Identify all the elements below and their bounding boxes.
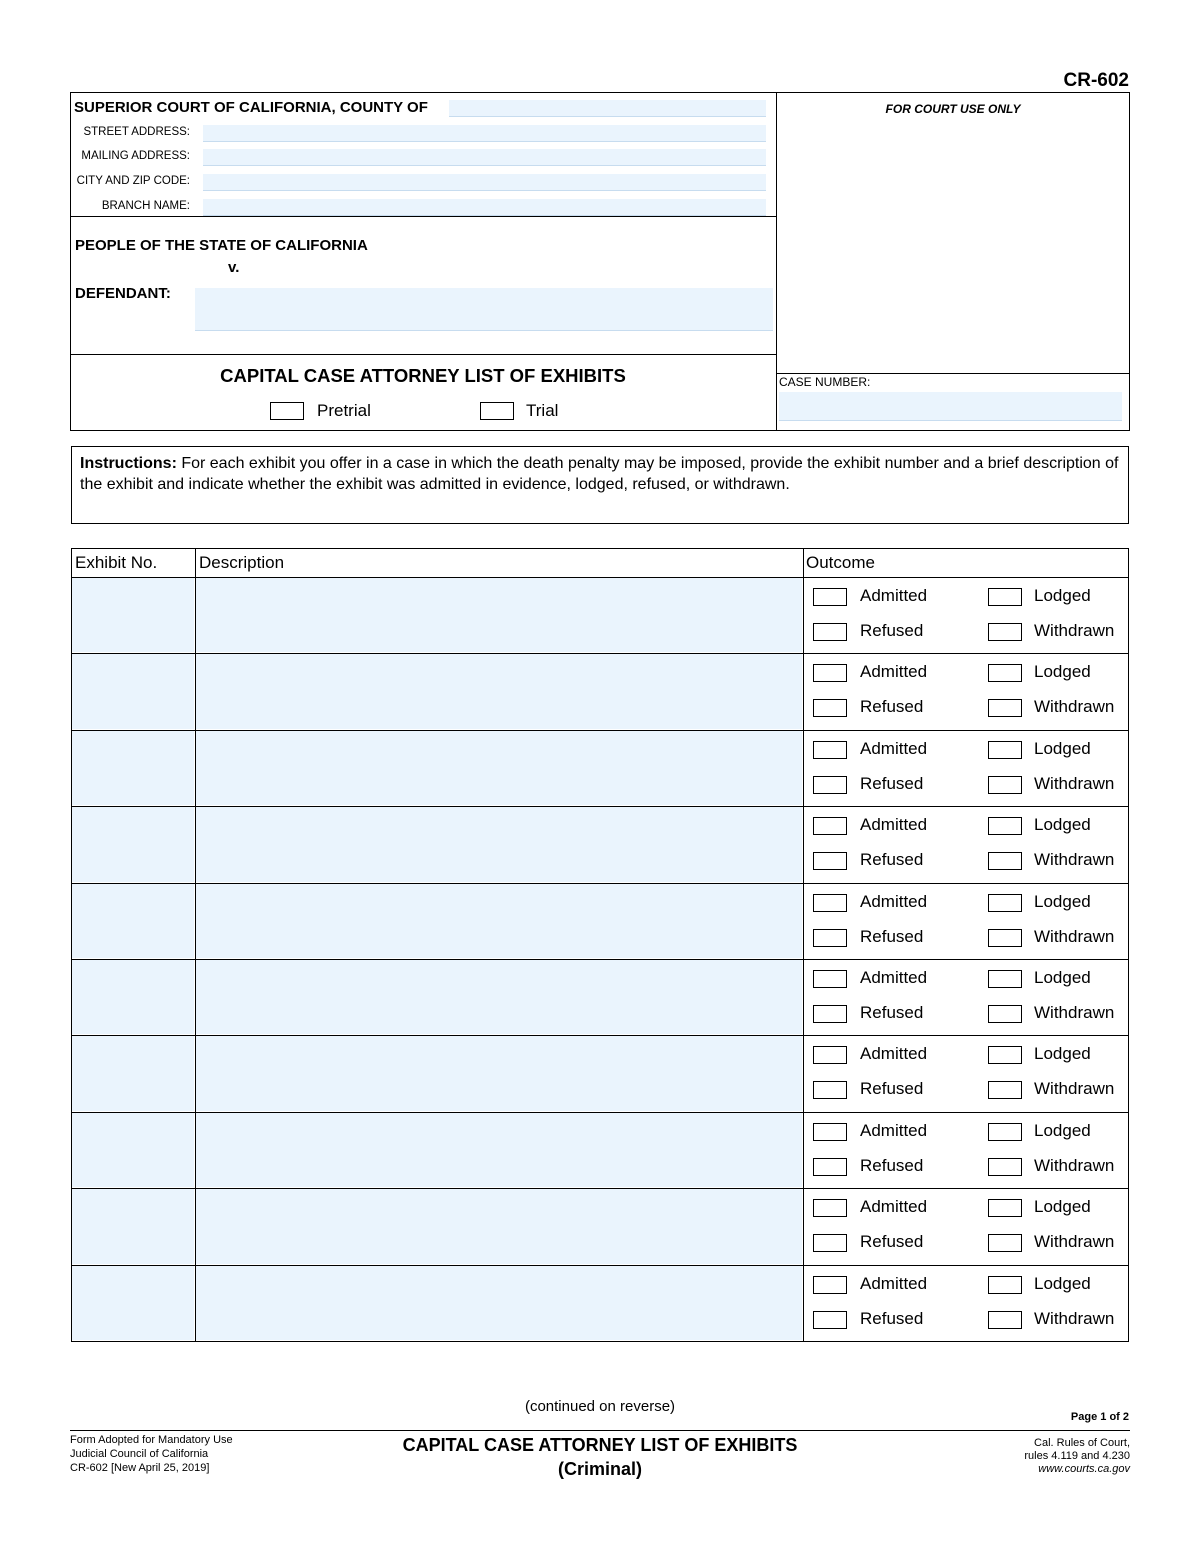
withdrawn-label: Withdrawn xyxy=(1034,1079,1115,1099)
exhibit-number-field[interactable] xyxy=(72,654,194,728)
admitted-checkbox[interactable] xyxy=(813,1276,847,1294)
exhibit-description-field[interactable] xyxy=(196,1036,802,1110)
exhibit-description-field[interactable] xyxy=(196,1113,802,1187)
lodged-label: Lodged xyxy=(1034,968,1091,987)
admitted-label: Admitted xyxy=(860,815,928,835)
footer-adoption xyxy=(70,1433,233,1475)
refused-checkbox[interactable] xyxy=(813,1005,847,1023)
people-label: PEOPLE OF THE STATE OF CALIFORNIA xyxy=(75,237,368,254)
page-number: Page 1 of 2 xyxy=(1070,1411,1129,1423)
exhibit-description-field[interactable] xyxy=(196,884,802,958)
exhibit-number-field[interactable] xyxy=(72,1036,194,1110)
refused-label: Refused xyxy=(860,773,924,793)
withdrawn-checkbox[interactable] xyxy=(988,1158,1022,1176)
exhibit-description-field[interactable] xyxy=(196,960,802,1034)
lodged-checkbox[interactable] xyxy=(988,1046,1022,1064)
admitted-label: Admitted xyxy=(860,662,928,682)
withdrawn-label: Withdrawn xyxy=(1034,621,1115,640)
withdrawn-label: Withdrawn xyxy=(1034,850,1115,870)
admitted-label: Admitted xyxy=(860,968,928,987)
admitted-checkbox[interactable] xyxy=(813,664,847,682)
refused-checkbox[interactable] xyxy=(813,929,847,947)
exhibit-number-field[interactable] xyxy=(72,807,194,881)
refused-label: Refused xyxy=(860,1079,924,1099)
footer-title xyxy=(300,1433,900,1481)
withdrawn-checkbox[interactable] xyxy=(988,1081,1022,1099)
divider xyxy=(70,216,776,217)
exhibit-description-field[interactable] xyxy=(196,654,802,728)
refused-checkbox[interactable] xyxy=(813,623,847,641)
exhibit-number-field[interactable] xyxy=(72,1189,194,1263)
withdrawn-checkbox[interactable] xyxy=(988,776,1022,794)
withdrawn-label: Withdrawn xyxy=(1034,1308,1115,1328)
form-number: CR-602 xyxy=(1063,70,1129,91)
refused-checkbox[interactable] xyxy=(813,1081,847,1099)
admitted-label: Admitted xyxy=(860,738,928,758)
defendant-label: DEFENDANT: xyxy=(75,285,171,302)
withdrawn-checkbox[interactable] xyxy=(988,929,1022,947)
exhibit-number-field[interactable] xyxy=(72,1266,194,1340)
refused-label: Refused xyxy=(860,1308,924,1328)
column-divider xyxy=(803,548,804,1342)
lodged-checkbox[interactable] xyxy=(988,664,1022,682)
case-number-label: CASE NUMBER: xyxy=(779,375,871,389)
footer-title-main: CAPITAL CASE ATTORNEY LIST OF EXHIBITS xyxy=(402,1435,798,1455)
instructions xyxy=(71,446,1129,524)
lodged-checkbox[interactable] xyxy=(988,588,1022,606)
admitted-checkbox[interactable] xyxy=(813,588,847,606)
withdrawn-checkbox[interactable] xyxy=(988,1311,1022,1329)
admitted-label: Admitted xyxy=(860,1120,928,1140)
instructions-label: Instructions: xyxy=(80,455,177,472)
divider xyxy=(776,373,1130,374)
refused-label: Refused xyxy=(860,1155,924,1175)
withdrawn-checkbox[interactable] xyxy=(988,1234,1022,1252)
admitted-label: Admitted xyxy=(860,891,928,911)
refused-checkbox[interactable] xyxy=(813,776,847,794)
refused-label: Refused xyxy=(860,1232,924,1252)
mailing-address-label: MAILING ADDRESS: xyxy=(81,150,190,162)
refused-label: Refused xyxy=(860,926,924,946)
court-title: SUPERIOR COURT OF CALIFORNIA, COUNTY OF xyxy=(74,99,428,116)
withdrawn-checkbox[interactable] xyxy=(988,852,1022,870)
lodged-label: Lodged xyxy=(1034,1120,1091,1140)
case-number-field[interactable] xyxy=(779,392,1122,421)
footer-line: Judicial Council of California xyxy=(70,1448,209,1460)
lodged-label: Lodged xyxy=(1034,1044,1091,1064)
withdrawn-checkbox[interactable] xyxy=(988,623,1022,641)
outcome-header: Outcome xyxy=(806,553,875,572)
mailing-address-field[interactable] xyxy=(203,149,766,166)
exhibit-number-field[interactable] xyxy=(72,578,194,652)
defendant-field[interactable] xyxy=(195,288,773,331)
lodged-label: Lodged xyxy=(1034,815,1091,835)
refused-label: Refused xyxy=(860,1003,924,1022)
caption-divider xyxy=(776,92,777,431)
withdrawn-label: Withdrawn xyxy=(1034,926,1115,946)
footer-rule xyxy=(70,1430,1130,1431)
admitted-checkbox[interactable] xyxy=(813,970,847,988)
branch-name-label: BRANCH NAME: xyxy=(101,200,190,212)
footer-line: rules 4.119 and 4.230 xyxy=(1024,1450,1130,1462)
refused-checkbox[interactable] xyxy=(813,1234,847,1252)
refused-label: Refused xyxy=(860,621,924,640)
city-zip-label: CITY AND ZIP CODE: xyxy=(76,175,190,187)
exhibit-description-field[interactable] xyxy=(196,1266,802,1340)
footer-line: www.courts.ca.gov xyxy=(1038,1463,1130,1475)
lodged-checkbox[interactable] xyxy=(988,970,1022,988)
pretrial-checkbox[interactable] xyxy=(270,402,304,420)
admitted-label: Admitted xyxy=(860,586,928,605)
withdrawn-checkbox[interactable] xyxy=(988,699,1022,717)
admitted-checkbox[interactable] xyxy=(813,1123,847,1141)
admitted-label: Admitted xyxy=(860,1273,928,1293)
lodged-label: Lodged xyxy=(1034,1273,1091,1293)
trial-checkbox[interactable] xyxy=(480,402,514,420)
branch-name-field[interactable] xyxy=(203,199,766,216)
footer-line: Form Adopted for Mandatory Use xyxy=(70,1434,233,1446)
versus-label: v. xyxy=(228,259,240,276)
lodged-label: Lodged xyxy=(1034,586,1091,605)
continued-note: (continued on reverse) xyxy=(524,1398,676,1415)
admitted-label: Admitted xyxy=(860,1197,928,1217)
refused-checkbox[interactable] xyxy=(813,1158,847,1176)
footer-rules xyxy=(1024,1437,1130,1476)
lodged-label: Lodged xyxy=(1034,1197,1091,1217)
admitted-checkbox[interactable] xyxy=(813,817,847,835)
description-header: Description xyxy=(199,553,285,572)
footer-title-sub: (Criminal) xyxy=(557,1459,642,1479)
lodged-checkbox[interactable] xyxy=(988,894,1022,912)
admitted-checkbox[interactable] xyxy=(813,741,847,759)
refused-checkbox[interactable] xyxy=(813,699,847,717)
city-zip-field[interactable] xyxy=(203,174,766,191)
refused-label: Refused xyxy=(860,850,924,870)
exhibit-number-field[interactable] xyxy=(72,1113,194,1187)
trial-label: Trial xyxy=(526,401,559,420)
exhibit-number-field[interactable] xyxy=(72,731,194,805)
footer-line: Cal. Rules of Court, xyxy=(1034,1437,1130,1449)
for-court-use-label: FOR COURT USE ONLY xyxy=(885,102,1021,116)
admitted-checkbox[interactable] xyxy=(813,1199,847,1217)
lodged-checkbox[interactable] xyxy=(988,1276,1022,1294)
withdrawn-label: Withdrawn xyxy=(1034,697,1115,717)
withdrawn-checkbox[interactable] xyxy=(988,1005,1022,1023)
exhibit-description-field[interactable] xyxy=(196,578,802,652)
document-title: CAPITAL CASE ATTORNEY LIST OF EXHIBITS xyxy=(220,365,626,386)
refused-label: Refused xyxy=(860,697,924,717)
footer-line: CR-602 [New April 25, 2019] xyxy=(70,1462,210,1474)
county-field[interactable] xyxy=(449,100,766,117)
street-address-label: STREET ADDRESS: xyxy=(83,126,190,138)
withdrawn-label: Withdrawn xyxy=(1034,1003,1115,1022)
lodged-label: Lodged xyxy=(1034,662,1091,682)
admitted-label: Admitted xyxy=(860,1044,928,1064)
lodged-checkbox[interactable] xyxy=(988,1123,1022,1141)
withdrawn-label: Withdrawn xyxy=(1034,1155,1115,1175)
withdrawn-label: Withdrawn xyxy=(1034,773,1115,793)
lodged-checkbox[interactable] xyxy=(988,741,1022,759)
exhibit-no-header: Exhibit No. xyxy=(75,553,158,572)
exhibit-number-field[interactable] xyxy=(72,960,194,1034)
exhibit-description-field[interactable] xyxy=(196,1189,802,1263)
exhibit-number-field[interactable] xyxy=(72,884,194,958)
instructions-text: For each exhibit you offer in a case in which the death penalty may be imposed, provide the exhibit number and a brief description of the exhibit and indicate whether the exhibit was admitted in evidence, lodged, refused, or withdrawn. xyxy=(80,455,1119,493)
exhibit-description-field[interactable] xyxy=(196,807,802,881)
lodged-label: Lodged xyxy=(1034,738,1091,758)
admitted-checkbox[interactable] xyxy=(813,1046,847,1064)
withdrawn-label: Withdrawn xyxy=(1034,1232,1115,1252)
lodged-label: Lodged xyxy=(1034,891,1091,911)
divider xyxy=(70,354,776,355)
exhibit-description-field[interactable] xyxy=(196,731,802,805)
admitted-checkbox[interactable] xyxy=(813,894,847,912)
street-address-field[interactable] xyxy=(203,125,766,142)
refused-checkbox[interactable] xyxy=(813,1311,847,1329)
refused-checkbox[interactable] xyxy=(813,852,847,870)
lodged-checkbox[interactable] xyxy=(988,817,1022,835)
lodged-checkbox[interactable] xyxy=(988,1199,1022,1217)
pretrial-label: Pretrial xyxy=(317,401,371,420)
